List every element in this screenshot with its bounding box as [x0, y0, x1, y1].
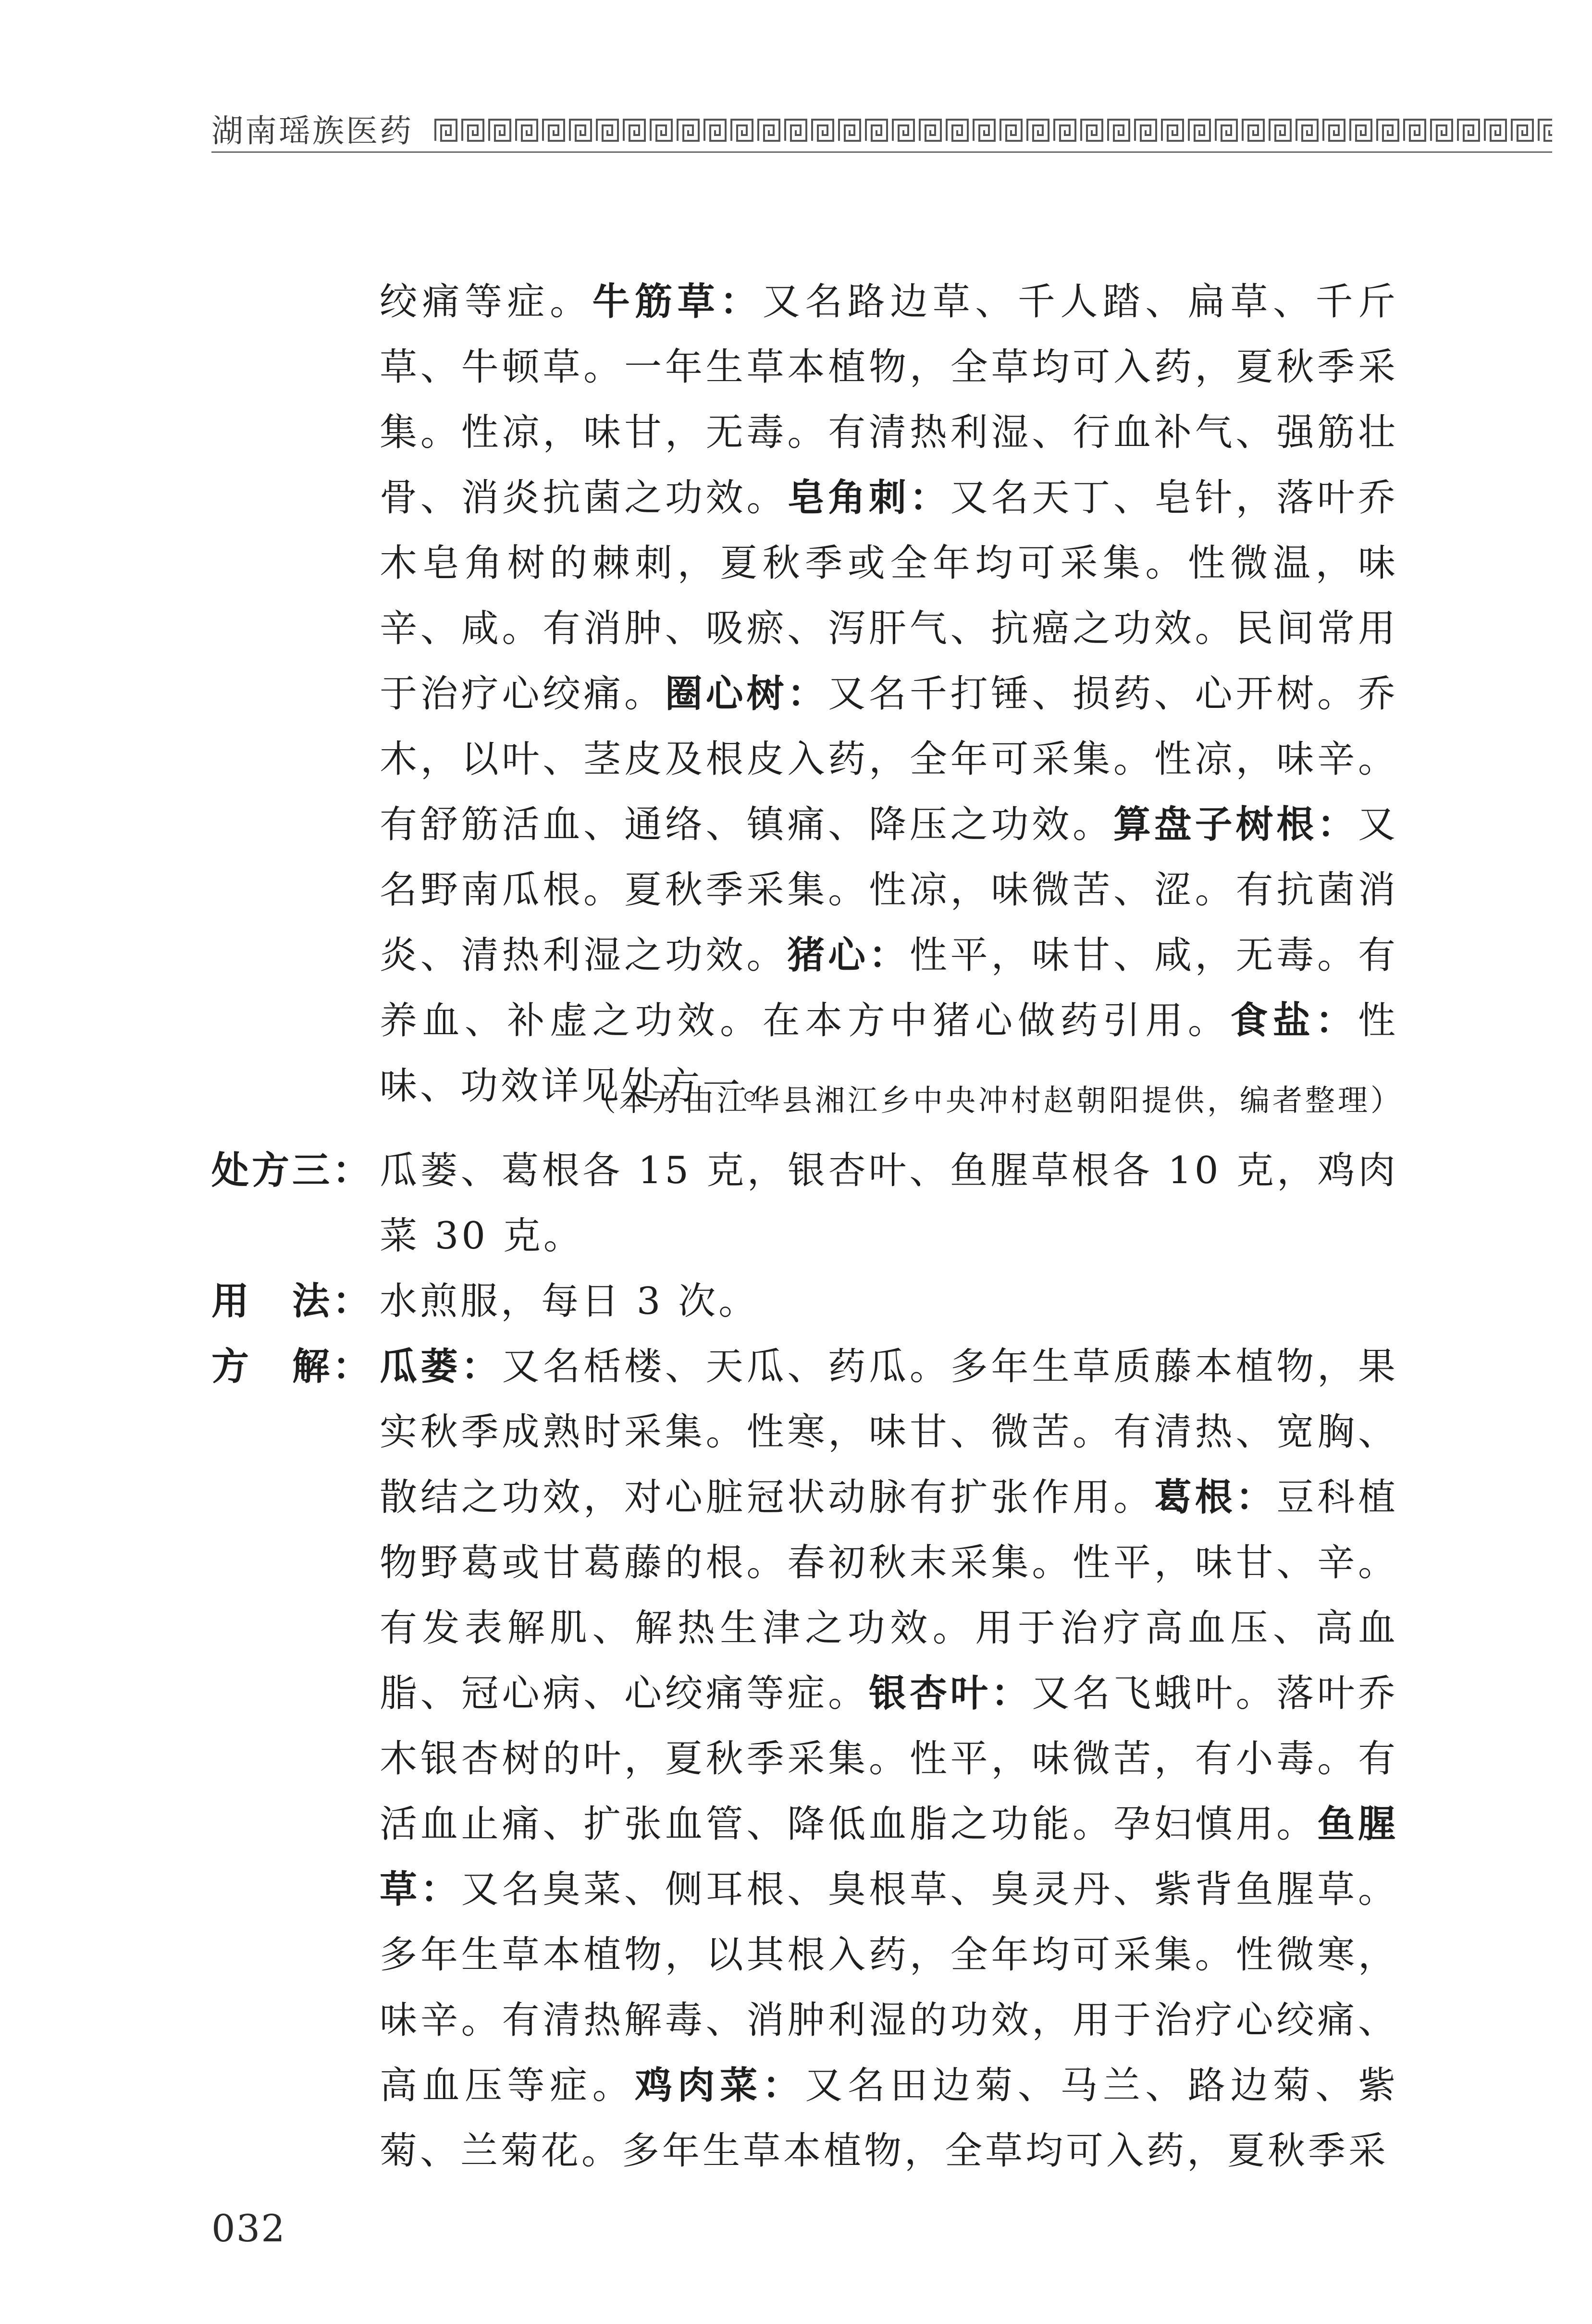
- herb-term: 葛根：: [1154, 1476, 1277, 1519]
- body-segment: 又名栝楼、天瓜、药瓜。多年生草质藤本植物，果实秋季成熟时采集。性寒，味甘、微苦。有清热、宽胸、散结之功效，对心脏冠状动脉有扩张作用。: [380, 1345, 1398, 1519]
- usage-label: 用 法：: [211, 1280, 373, 1323]
- prescription-label: 处方三：: [211, 1149, 373, 1192]
- herb-term: 牛筋草：: [592, 280, 763, 323]
- body-segment: 又名飞蛾叶。落叶乔木银杏树的叶，夏秋季采集。性平，味微苦，有小毒。有活血止痛、扩张血管、降低血脂之功能。孕妇慎用。: [380, 1672, 1398, 1846]
- body-segment: 又名天丁、皂针，落叶乔木皂角树的棘刺，夏秋季或全年均可采集。性微温，味辛、咸。有消肿、吸瘀、泻肝气、抗癌之功效。民间常用于治疗心绞痛。: [380, 476, 1398, 716]
- body-segment: 又名野南瓜根。夏秋季采集。性凉，味微苦、涩。有抗菌消炎、清热利湿之功效。: [380, 803, 1398, 977]
- header-rule: [211, 151, 1552, 153]
- body-segment: 又名千打锤、损药、心开树。乔木，以叶、茎皮及根皮入药，全年可采集。性凉，味辛。有舒筋活血、通络、镇痛、降压之功效。: [380, 672, 1398, 846]
- explanation-entry: [211, 1334, 1403, 2173]
- herb-term: 算盘子树根：: [1113, 803, 1358, 846]
- body-segment: 又名田边菊、马兰、路边菊、紫菊、兰菊花。多年生草本植物，全草均可入药，夏秋季采: [380, 2064, 1398, 2173]
- herb-term: 猪心：: [787, 934, 910, 977]
- prescription-entry: [211, 1138, 1403, 1269]
- herb-term: 皂角刺：: [787, 476, 950, 519]
- body-segment: 绞痛等症。: [380, 280, 592, 323]
- book-title: 湖南瑶族医药: [211, 112, 413, 149]
- explanation-text: [380, 1334, 1398, 2184]
- source-note: （本方由江华县湘江乡中央冲村赵朝阳提供，编者整理）: [586, 1083, 1403, 1118]
- herb-term: 鱼腥草：: [380, 1803, 1398, 1911]
- body-segment: 性味、功效详见处方一。: [380, 999, 1398, 1108]
- body-segment: 又名路边草、千人踏、扁草、千斤草、牛顿草。一年生草本植物，全草均可入药，夏秋季采集。性凉，味甘，无毒。有清热利湿、行血补气、强筋壮骨、消炎抗菌之功效。: [380, 280, 1398, 519]
- herb-term: 鸡肉菜：: [635, 2064, 805, 2107]
- explanation-label: 方 解：: [211, 1345, 373, 1388]
- herb-term: 瓜蒌：: [380, 1345, 502, 1388]
- body-segment: 豆科植物野葛或甘葛藤的根。春初秋末采集。性平，味甘、辛。有发表解肌、解热生津之功效。用于治疗高血压、高血脂、冠心病、心绞痛等症。: [380, 1476, 1398, 1715]
- herb-term: 圈心树：: [665, 672, 828, 716]
- header-ornament-band: [432, 117, 1552, 144]
- body-segment: 性平，味甘、咸，无毒。有养血、补虚之功效。在本方中猪心做药引用。: [380, 934, 1398, 1042]
- prescription-text: 瓜蒌、葛根各 15 克，银杏叶、鱼腥草根各 10 克，鸡肉菜 30 克。: [380, 1149, 1398, 1258]
- running-header: [211, 103, 1552, 156]
- body-segment: 又名臭菜、侧耳根、臭根草、臭灵丹、紫背鱼腥草。多年生草本植物，以其根入药，全年均可采集。性微寒，味辛。有清热解毒、消肿利湿的功效，用于治疗心绞痛、高血压等症。: [380, 1868, 1398, 2107]
- page-number: 032: [211, 2207, 286, 2250]
- usage-entry: [211, 1269, 1403, 1334]
- continued-explanation: [380, 269, 1398, 1119]
- herb-term: 银杏叶：: [868, 1672, 1032, 1715]
- herb-term: 食盐：: [1230, 999, 1358, 1042]
- usage-text: 水煎服，每日 3 次。: [380, 1280, 759, 1323]
